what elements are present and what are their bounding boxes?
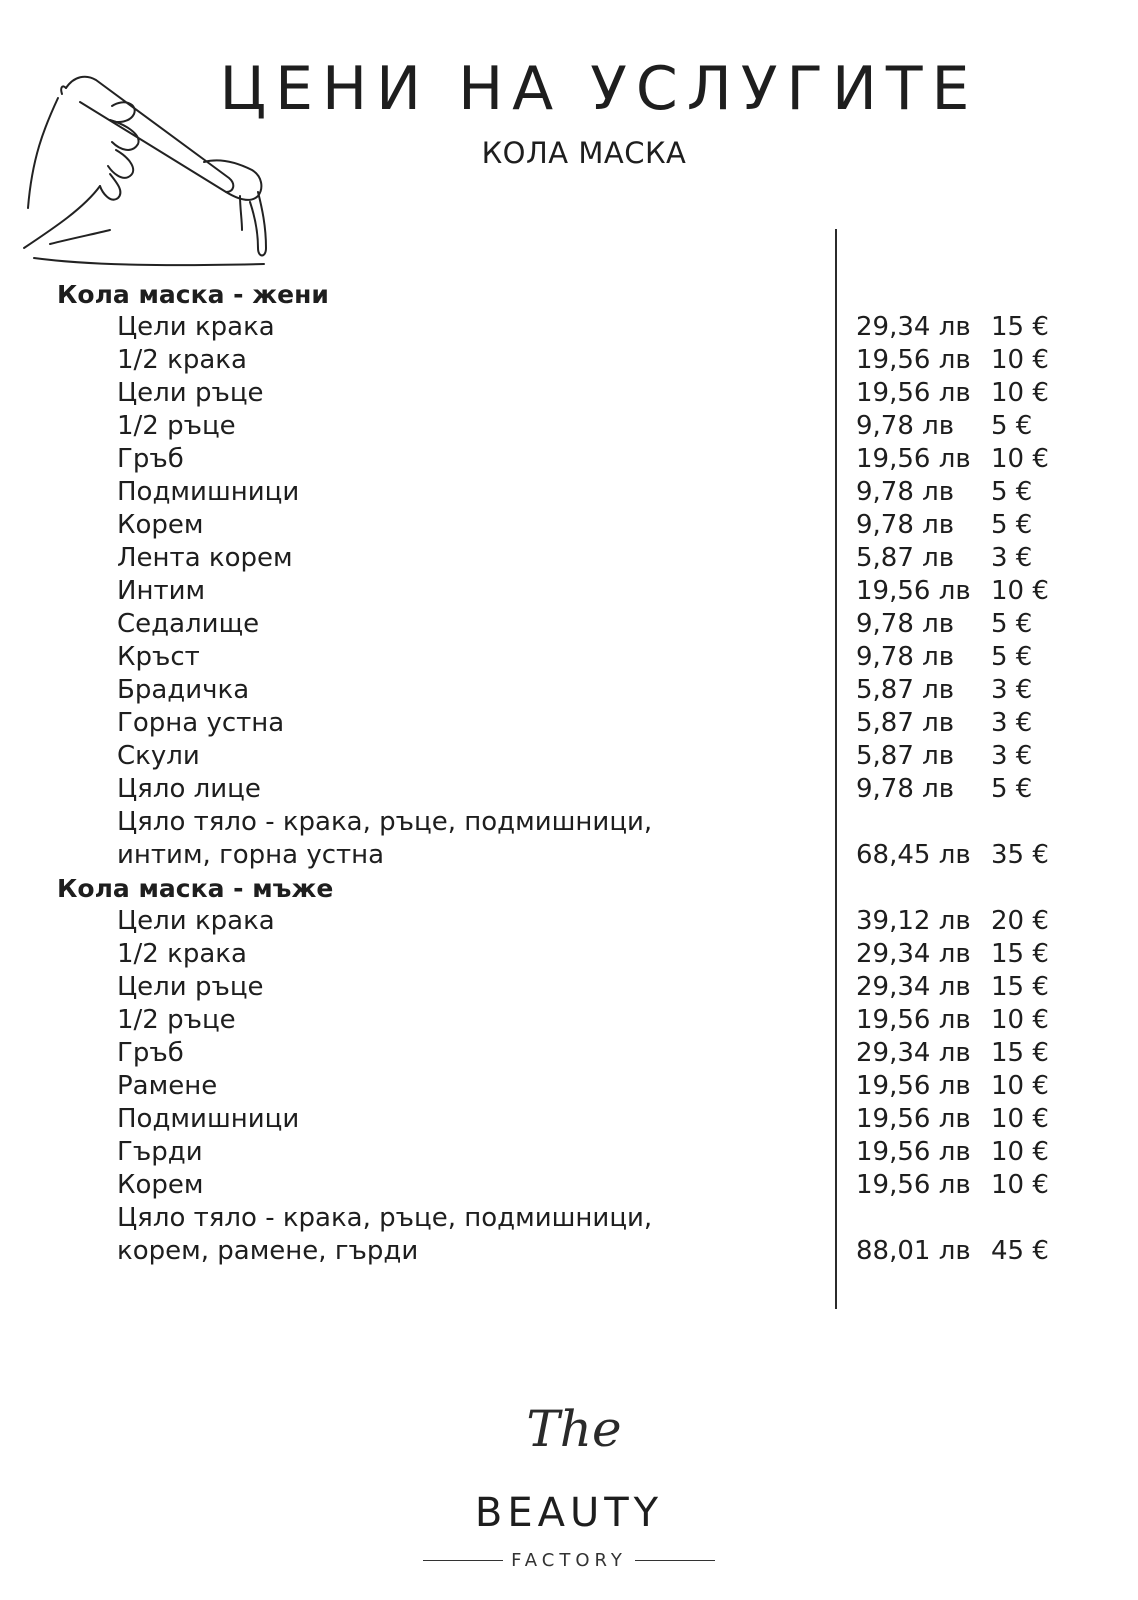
price-bgn: 19,56 лв bbox=[856, 378, 971, 408]
service-name: Гръб bbox=[117, 1038, 184, 1068]
list-item bbox=[57, 377, 1097, 410]
page-subtitle: КОЛА МАСКА bbox=[481, 136, 687, 170]
price-bgn: 39,12 лв bbox=[856, 906, 971, 936]
price-eur: 15 € bbox=[991, 312, 1049, 342]
price-bgn: 88,01 лв bbox=[856, 1236, 971, 1266]
price-eur: 10 € bbox=[991, 345, 1049, 375]
price bbox=[856, 674, 1032, 707]
service-name: Лента корем bbox=[117, 543, 293, 573]
price-eur: 15 € bbox=[991, 939, 1049, 969]
list-item bbox=[57, 1037, 1097, 1070]
service-name: Рамене bbox=[117, 1071, 218, 1101]
price-bgn: 9,78 лв bbox=[856, 774, 955, 804]
price-list bbox=[57, 278, 1097, 1268]
price-bgn: 29,34 лв bbox=[856, 972, 971, 1002]
service-name: Корем bbox=[117, 510, 204, 540]
price bbox=[856, 1037, 1049, 1070]
logo-factory: FACTORY bbox=[511, 1550, 627, 1571]
list-item bbox=[57, 938, 1097, 971]
price-eur: 5 € bbox=[991, 477, 1033, 507]
list-item bbox=[57, 509, 1097, 542]
logo-rule-right bbox=[635, 1560, 715, 1561]
price-bgn: 19,56 лв bbox=[856, 1071, 971, 1101]
service-name: Цяло лице bbox=[117, 774, 261, 804]
service-name: Цяло тяло - крака, ръце, подмишници, bbox=[117, 807, 653, 837]
list-item bbox=[57, 905, 1097, 938]
list-item bbox=[57, 971, 1097, 1004]
service-name: Цяло тяло - крака, ръце, подмишници, bbox=[117, 1203, 653, 1233]
price-bgn: 9,78 лв bbox=[856, 609, 955, 639]
price bbox=[856, 641, 1032, 674]
list-item bbox=[57, 344, 1097, 377]
price-bgn: 9,78 лв bbox=[856, 510, 955, 540]
price-bgn: 5,87 лв bbox=[856, 708, 955, 738]
price bbox=[856, 443, 1049, 476]
price bbox=[856, 1136, 1049, 1169]
price-eur: 10 € bbox=[991, 1005, 1049, 1035]
price-eur: 10 € bbox=[991, 1170, 1049, 1200]
list-item bbox=[57, 311, 1097, 344]
section-heading-women: Кола маска - жени bbox=[57, 280, 329, 309]
service-name: Цели крака bbox=[117, 906, 275, 936]
service-name: 1/2 ръце bbox=[117, 411, 236, 441]
service-name: 1/2 крака bbox=[117, 345, 247, 375]
price-eur: 10 € bbox=[991, 576, 1049, 606]
logo-rule-left bbox=[423, 1560, 503, 1561]
price bbox=[856, 905, 1049, 938]
price-eur: 5 € bbox=[991, 510, 1033, 540]
price-bgn: 19,56 лв bbox=[856, 444, 971, 474]
price-eur: 10 € bbox=[991, 1071, 1049, 1101]
service-name: Кръст bbox=[117, 642, 200, 672]
price-bgn: 29,34 лв bbox=[856, 939, 971, 969]
price bbox=[856, 1070, 1049, 1103]
service-name: Скули bbox=[117, 741, 200, 771]
brand-logo bbox=[419, 1400, 719, 1590]
list-item-line1 bbox=[57, 806, 1097, 839]
service-name: Гръб bbox=[117, 444, 184, 474]
price bbox=[856, 971, 1049, 1004]
price-eur: 10 € bbox=[991, 1137, 1049, 1167]
price bbox=[856, 410, 1032, 443]
price-eur: 20 € bbox=[991, 906, 1049, 936]
price-eur: 3 € bbox=[991, 543, 1033, 573]
price bbox=[856, 707, 1032, 740]
price-eur: 10 € bbox=[991, 1104, 1049, 1134]
price bbox=[856, 938, 1049, 971]
list-item bbox=[57, 443, 1097, 476]
price bbox=[856, 608, 1032, 641]
price-bgn: 5,87 лв bbox=[856, 675, 955, 705]
list-item bbox=[57, 476, 1097, 509]
service-name-continued: корем, рамене, гърди bbox=[117, 1236, 419, 1266]
list-item bbox=[57, 1070, 1097, 1103]
price bbox=[856, 377, 1049, 410]
price-bgn: 5,87 лв bbox=[856, 741, 955, 771]
list-item bbox=[57, 1169, 1097, 1202]
list-item bbox=[57, 542, 1097, 575]
price-bgn: 9,78 лв bbox=[856, 411, 955, 441]
price bbox=[856, 575, 1049, 608]
list-item-line2 bbox=[57, 1235, 1097, 1268]
service-name: Цели ръце bbox=[117, 972, 264, 1002]
list-item bbox=[57, 410, 1097, 443]
section-heading-men: Кола маска - мъже bbox=[57, 874, 334, 903]
price-bgn: 19,56 лв bbox=[856, 1104, 971, 1134]
list-item bbox=[57, 1103, 1097, 1136]
list-item bbox=[57, 1004, 1097, 1037]
price-eur: 5 € bbox=[991, 609, 1033, 639]
service-name: Подмишници bbox=[117, 1104, 300, 1134]
price-eur: 35 € bbox=[991, 840, 1049, 870]
list-item-line1 bbox=[57, 1202, 1097, 1235]
price bbox=[856, 1103, 1049, 1136]
price bbox=[856, 839, 1049, 872]
service-name: Интим bbox=[117, 576, 206, 606]
price-bgn: 19,56 лв bbox=[856, 345, 971, 375]
price-eur: 3 € bbox=[991, 741, 1033, 771]
logo-script-the: The bbox=[526, 1400, 622, 1458]
list-item bbox=[57, 608, 1097, 641]
service-name: Седалище bbox=[117, 609, 260, 639]
price bbox=[856, 1235, 1049, 1268]
price bbox=[856, 542, 1032, 575]
price-eur: 3 € bbox=[991, 708, 1033, 738]
logo-brand-name: BEAUTY bbox=[474, 1490, 664, 1536]
price bbox=[856, 476, 1032, 509]
service-name: Брадичка bbox=[117, 675, 250, 705]
price-eur: 3 € bbox=[991, 675, 1033, 705]
list-item bbox=[57, 707, 1097, 740]
price-eur: 10 € bbox=[991, 378, 1049, 408]
price-eur: 15 € bbox=[991, 1038, 1049, 1068]
service-name: Горна устна bbox=[117, 708, 285, 738]
service-name: Подмишници bbox=[117, 477, 300, 507]
price bbox=[856, 509, 1032, 542]
price-bgn: 68,45 лв bbox=[856, 840, 971, 870]
price-eur: 10 € bbox=[991, 444, 1049, 474]
logo-factory-row bbox=[419, 1550, 719, 1571]
price bbox=[856, 311, 1049, 344]
price-eur: 15 € bbox=[991, 972, 1049, 1002]
price-bgn: 19,56 лв bbox=[856, 1137, 971, 1167]
price-eur: 45 € bbox=[991, 1236, 1049, 1266]
list-item bbox=[57, 674, 1097, 707]
price-bgn: 5,87 лв bbox=[856, 543, 955, 573]
list-item bbox=[57, 773, 1097, 806]
list-item bbox=[57, 575, 1097, 608]
price bbox=[856, 740, 1032, 773]
price-bgn: 29,34 лв bbox=[856, 312, 971, 342]
price-bgn: 29,34 лв bbox=[856, 1038, 971, 1068]
price-bgn: 19,56 лв bbox=[856, 1170, 971, 1200]
price-bgn: 19,56 лв bbox=[856, 1005, 971, 1035]
service-name: 1/2 крака bbox=[117, 939, 247, 969]
price-eur: 5 € bbox=[991, 774, 1033, 804]
page-title: ЦЕНИ НА УСЛУГИТЕ bbox=[219, 54, 979, 124]
price-bgn: 19,56 лв bbox=[856, 576, 971, 606]
service-name: Цели крака bbox=[117, 312, 275, 342]
list-item bbox=[57, 1136, 1097, 1169]
list-item bbox=[57, 740, 1097, 773]
list-item bbox=[57, 641, 1097, 674]
price-bgn: 9,78 лв bbox=[856, 642, 955, 672]
price-eur: 5 € bbox=[991, 642, 1033, 672]
price bbox=[856, 1169, 1049, 1202]
service-name: Цели ръце bbox=[117, 378, 264, 408]
service-name: 1/2 ръце bbox=[117, 1005, 236, 1035]
service-name-continued: интим, горна устна bbox=[117, 840, 385, 870]
service-name: Корем bbox=[117, 1170, 204, 1200]
price bbox=[856, 344, 1049, 377]
service-name: Гърди bbox=[117, 1137, 203, 1167]
price bbox=[856, 1004, 1049, 1037]
price-bgn: 9,78 лв bbox=[856, 477, 955, 507]
price-eur: 5 € bbox=[991, 411, 1033, 441]
list-item-line2 bbox=[57, 839, 1097, 872]
price bbox=[856, 773, 1032, 806]
